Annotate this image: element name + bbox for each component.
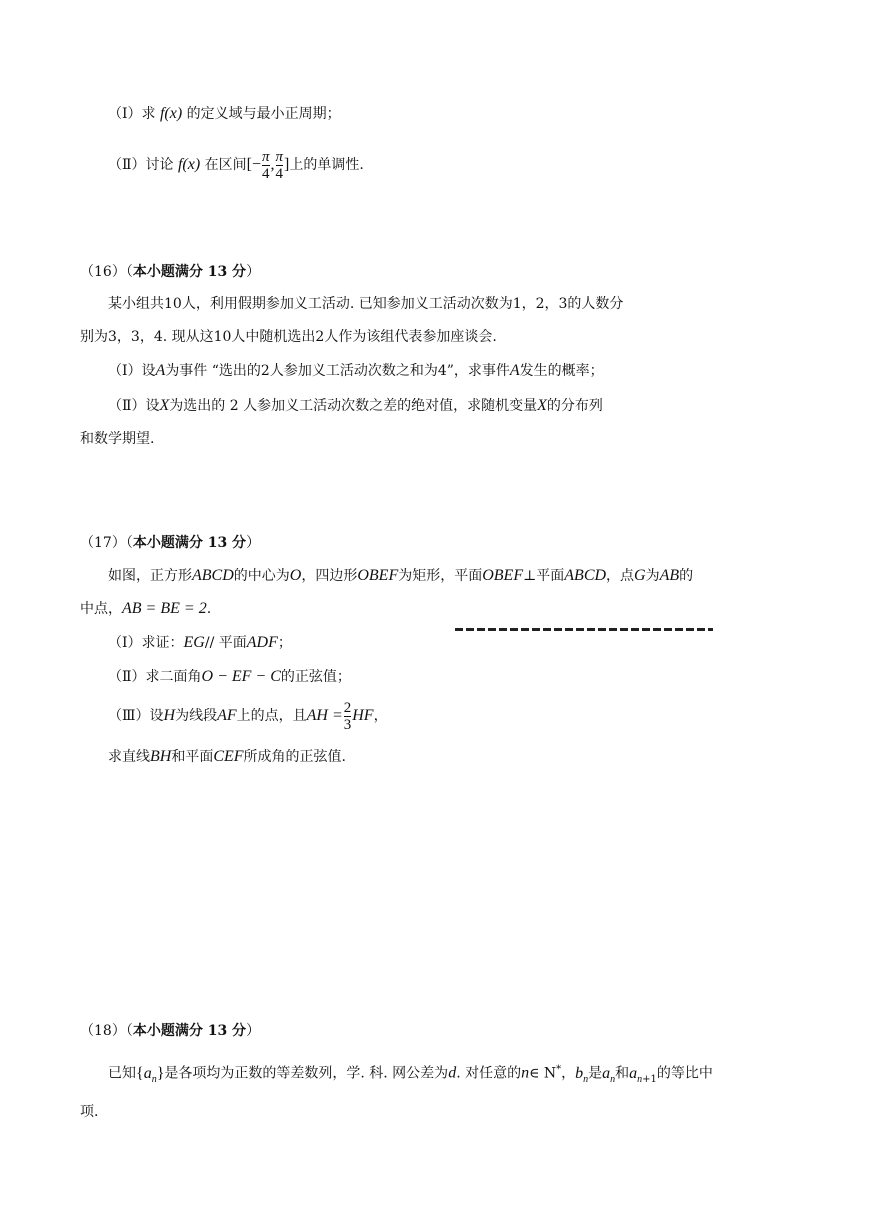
equation-ab-be: AB = BE = 2 xyxy=(122,600,207,617)
q17-title: 本小题满分 13 分 xyxy=(132,535,247,551)
q16-part1 xyxy=(108,361,604,381)
var-X: X xyxy=(159,397,170,414)
var-EG: EG xyxy=(183,634,205,651)
q17-part2 xyxy=(108,667,351,687)
function-f: f(x) xyxy=(177,156,201,173)
text: 和平面 xyxy=(171,749,214,765)
text: 已知 xyxy=(108,1065,136,1082)
frac-denominator: 3 xyxy=(343,716,352,733)
text: 的中心为 xyxy=(233,568,290,584)
text: 和 xyxy=(615,1065,630,1082)
q17-part1 xyxy=(108,633,292,653)
q17-header xyxy=(80,533,260,553)
var-b-n: $b_n$ xyxy=(575,1064,589,1085)
q16-p1-tail: 发生的概率； xyxy=(519,363,604,379)
text: ， xyxy=(373,708,388,724)
q15-part2 xyxy=(108,148,364,182)
q16-p2-label: （Ⅱ）设 xyxy=(108,398,160,414)
text: 所成角的正弦值. xyxy=(243,749,346,765)
interval-open: [− xyxy=(246,156,261,173)
var-BH: BH xyxy=(150,748,172,765)
text: 上的点，且 xyxy=(236,708,307,724)
text: （Ⅲ）设 xyxy=(108,708,164,724)
frac-numerator: 2 xyxy=(343,699,352,716)
fraction-two-thirds xyxy=(344,700,352,733)
var-H: H xyxy=(163,707,176,724)
text: 为线段 xyxy=(175,708,218,724)
var-ADF: ADF xyxy=(246,634,278,651)
fraction-pi-over-4 xyxy=(262,149,270,182)
text: 是各项均为正数的等差数列，学. 科. 网公差为 xyxy=(164,1065,449,1082)
q15-part1 xyxy=(108,104,341,124)
q17-line2 xyxy=(80,599,211,619)
text: 是 xyxy=(588,1065,603,1082)
frac-numerator: π xyxy=(261,148,270,165)
q17-part3-cont xyxy=(108,747,346,767)
var-X: X xyxy=(537,397,547,414)
var-ABCD: ABCD xyxy=(192,567,234,584)
text: ∈ N xyxy=(529,1065,557,1082)
q17-line1 xyxy=(108,566,693,586)
q16-p2-tail: 的分布列 xyxy=(546,398,603,414)
text: 求直线 xyxy=(108,749,150,765)
var-n: n xyxy=(521,1064,530,1082)
frac-numerator: π xyxy=(275,148,284,165)
var-A: A xyxy=(155,362,166,379)
var-ABCD: ABCD xyxy=(564,567,607,584)
var-OBEF: OBEF xyxy=(482,567,524,584)
q15-part1-label: （Ⅰ）求 xyxy=(108,106,156,122)
text: ， xyxy=(561,1065,576,1082)
text: （Ⅰ）求证： xyxy=(108,635,184,651)
text: （Ⅱ）求二面角 xyxy=(108,669,202,685)
q16-title: 本小题满分 13 分 xyxy=(132,264,247,280)
frac-denominator: 4 xyxy=(261,165,270,182)
q16-line2: 别为3，3，4. 现从这10人中随机选出2人作为该组代表参加座谈会. xyxy=(80,329,497,345)
var-AF: AF xyxy=(217,707,237,724)
superscript-star: * xyxy=(556,1064,562,1075)
q16-header xyxy=(80,262,260,282)
fraction-pi-over-4 xyxy=(276,149,284,182)
var-AH: AH = xyxy=(306,707,343,724)
text: 的正弦值； xyxy=(280,669,351,685)
text: 为矩形，平面 xyxy=(398,568,483,584)
q15-part1-text: 的定义域与最小正周期； xyxy=(186,106,341,122)
text: ，四边形 xyxy=(301,568,358,584)
text: 为 xyxy=(645,568,660,584)
text: 如图，正方形 xyxy=(108,568,192,584)
var-CEF: CEF xyxy=(213,748,244,765)
var-AB: AB xyxy=(659,567,680,584)
q18-close: ） xyxy=(246,1023,261,1039)
q16-p1-label: （Ⅰ）设 xyxy=(108,363,156,379)
q18-line1 xyxy=(108,1060,713,1090)
text: 中点， xyxy=(80,601,122,617)
q16-part2 xyxy=(108,396,603,416)
text: 的 xyxy=(679,568,694,584)
text: // 平面 xyxy=(204,635,247,651)
q17-number: （17）（ xyxy=(80,535,133,551)
q17-close: ） xyxy=(246,535,261,551)
q16-close: ） xyxy=(246,264,261,280)
q16-p1-text: 为事件 “选出的2人参加义工活动次数之和为4”，求事件 xyxy=(165,363,510,379)
q16-line1: 某小组共10人，利用假期参加义工活动. 已知参加义工活动次数为1，2，3的人数分 xyxy=(108,296,624,312)
q15-part2-label: （Ⅱ）讨论 xyxy=(108,157,174,173)
text: ，点 xyxy=(606,568,635,584)
q15-part2-text: 上的单调性. xyxy=(289,157,364,173)
text: ⊥平面 xyxy=(523,568,565,584)
q16-part2-cont: 和数学期望. xyxy=(80,431,155,447)
interval-close: ] xyxy=(284,156,290,173)
text: . 对任意的 xyxy=(456,1065,522,1082)
var-a-n: $a_n$ xyxy=(602,1064,616,1085)
q15-part2-mid: 在区间 xyxy=(204,157,247,173)
figure-placeholder-dashes xyxy=(455,628,713,631)
text: ； xyxy=(277,635,292,651)
sequence-a-n: $\{a_n\}$ xyxy=(136,1064,165,1085)
q18-title: 本小题满分 13 分 xyxy=(132,1023,247,1039)
var-d: d xyxy=(448,1064,457,1082)
var-a-n-plus-1: $a_{n+1}$ xyxy=(629,1064,657,1085)
function-f: f(x) xyxy=(159,105,183,122)
q18-header xyxy=(80,1021,260,1041)
frac-denominator: 4 xyxy=(275,165,283,182)
var-O: O xyxy=(289,567,302,584)
var-A: A xyxy=(509,362,520,379)
q16-number: （16）（ xyxy=(80,264,133,280)
q18-number: （18）（ xyxy=(80,1023,133,1039)
var-HF: HF xyxy=(352,707,374,724)
q18-line2: 项. xyxy=(80,1104,99,1120)
q16-p2-text: 为选出的 2 人参加义工活动次数之差的绝对值，求随机变量 xyxy=(169,398,538,414)
var-O-EF-C: O − EF − C xyxy=(201,668,281,685)
var-G: G xyxy=(634,567,646,584)
var-OBEF: OBEF xyxy=(357,567,399,584)
text: 的等比中 xyxy=(656,1065,713,1082)
interval-sep: , xyxy=(270,156,275,173)
q17-part3 xyxy=(108,696,388,736)
text: . xyxy=(206,601,212,617)
